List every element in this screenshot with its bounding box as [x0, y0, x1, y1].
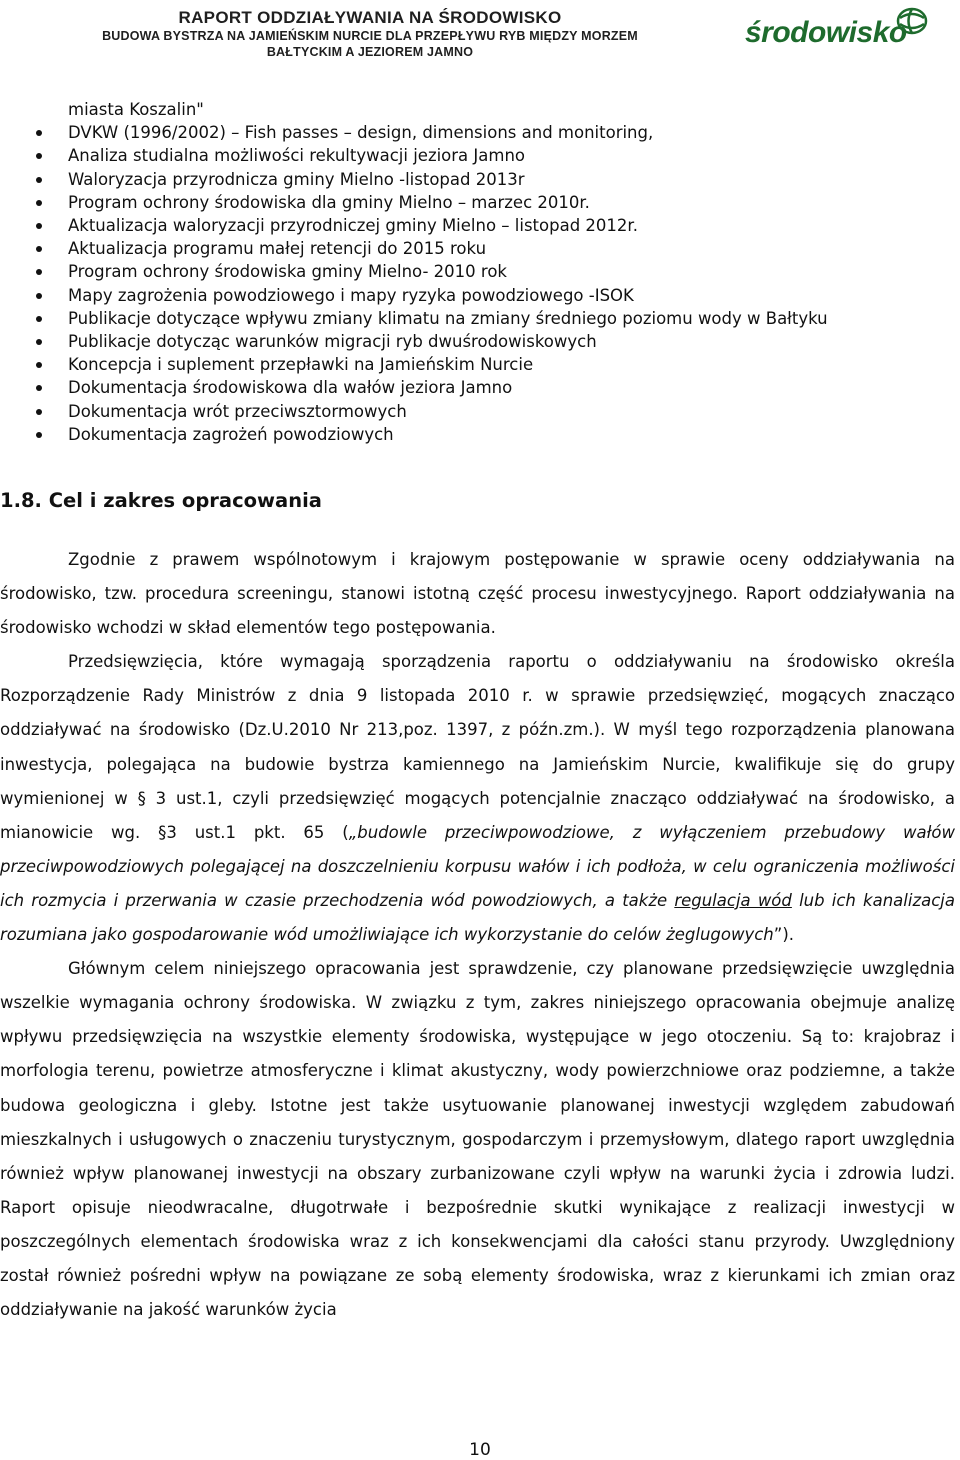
list-item: miasta Koszalin" [68, 100, 204, 119]
list-item: Program ochrony środowiska gminy Mielno- 2010 rok [0, 260, 960, 283]
paragraph-scope: Głównym celem niniejszego opracowania jest sprawdzenie, czy planowane przedsięwzięcie uwzględnia wszelkie wymagania ochrony środowiska. W związku z tym, zakres niniejszego opracowania obejmuje analizę wpływu przedsięwzięcia na wszystkie elementy środowiska, występujące w jego otoczeniu. Są to: krajobraz i morfologia terenu, powietrze atmosferyczne i klimat akustyczny, wody powierzchniowe oraz podziemne, a także budowa geologiczna i gleby. Istotne jest także usytuowanie planowanej inwestycji względem zabudowań mieszkalnych i usługowych o znaczeniu turystycznym, gospodarczym i przemysłowym, dlatego raport uwzględnia również wpływ planowanej inwestycji na obszary zurbanizowane czyli wpływ na warunki życia i zdrowia ludzi. Raport opisuje nieodwracalne, długotrwałe i bezpośrednie skutki wynikające z realizacji inwestycji w poszczególnych elementach środowiska wraz z ich konsekwencjami dla całości stanu przyrody. Uwzględniony został również pośredni wpływ na powiązane ze sobą elementy środowiska, wraz z kierunkami ich zmian oraz oddziaływanie na jakość warunków życia [0, 959, 955, 1320]
list-item: Mapy zagrożenia powodziowego i mapy ryzyka powodziowego -ISOK [0, 284, 960, 307]
paragraph-screening: Zgodnie z prawem wspólnotowym i krajowym postępowanie w sprawie oceny oddziaływania na środowisko, tzw. procedura screeningu, stanowi istotną część procesu inwestycyjnego. Raport oddziaływania na środowisko wchodzi w skład elementów tego postępowania. [0, 550, 955, 638]
bullet-icon [36, 153, 42, 159]
page-header [0, 0, 960, 60]
body-text [0, 543, 955, 1327]
bullet-icon [36, 316, 42, 322]
list-item: Waloryzacja przyrodnicza gminy Mielno -listopad 2013r [0, 168, 960, 191]
list-item: Publikacje dotyczące wpływu zmiany klimatu na zmiany średniego poziomu wody w Bałtyku [0, 307, 960, 330]
list-item: Program ochrony środowiska dla gminy Mielno – marzec 2010r. [0, 191, 960, 214]
header-text-block [40, 8, 700, 60]
bullet-icon [36, 432, 42, 438]
references-list [0, 98, 960, 446]
bullet-icon [36, 223, 42, 229]
bullet-icon [36, 130, 42, 136]
bullet-icon [36, 177, 42, 183]
report-title: RAPORT ODDZIAŁYWANIA NA ŚRODOWISKO [178, 8, 562, 27]
report-subtitle-line2: BAŁTYCKIM A JEZIOREM JAMNO [266, 45, 474, 59]
bullet-icon [36, 293, 42, 299]
paragraph-regulation: Przedsięwzięcia, które wymagają sporządzenia raportu o oddziaływaniu na środowisko określa Rozporządzenie Rady Ministrów z dnia 9 listopada 2010 r. w sprawie przedsięwzięć, mogących znacząco oddziaływać na środowisko (Dz.U.2010 Nr 213,poz. 1397, z późn.zm.). W myśl tego rozporządzenia planowana inwestycja, polegająca na budowie bystrza kamiennego na Jamieńskim Nurcie, kwalifikuje się do grupy wymienionej w § 3 ust.1, czyli przedsięwzięć mogących potencjalnie znacząco oddziaływać na środowisko, a mianowicie wg. §3 ust.1 pkt. 65 („budowle przeciwpowodziowe, z wyłączeniem przebudowy wałów przeciwpowodziowych polegającej na doszczelnieniu korpusu wałów i ich podłoża, w celu ograniczenia możliwości ich rozmycia i przerwania w czasie przechodzenia wód powodziowych, a także regulacja wód lub ich kanalizacja rozumiana jako gospodarowanie wód umożliwiające ich wykorzystanie do celów żeglugowych”). [0, 652, 955, 945]
bullet-icon [36, 200, 42, 206]
list-item: Dokumentacja zagrożeń powodziowych [0, 423, 960, 446]
report-subtitle-line1: BUDOWA BYSTRZA NA JAMIEŃSKIM NURCIE DLA PRZEPŁYWU RYB MIĘDZY MORZEM [102, 29, 638, 43]
list-item: Analiza studialna możliwości rekultywacji jeziora Jamno [0, 144, 960, 167]
bullet-icon [36, 362, 42, 368]
list-item: Dokumentacja środowiskowa dla wałów jeziora Jamno [0, 376, 960, 399]
bullet-icon [36, 339, 42, 345]
bullet-icon [36, 246, 42, 252]
srodowisko-logo [745, 6, 935, 48]
bullet-icon [36, 269, 42, 275]
list-item: Publikacje dotycząc warunków migracji ryb dwuśrodowiskowych [0, 330, 960, 353]
logo-wordmark: środowisko [745, 16, 907, 49]
globe-icon [895, 6, 929, 36]
page-number: 10 [469, 1440, 491, 1460]
list-item: DVKW (1996/2002) – Fish passes – design, dimensions and monitoring, [0, 121, 960, 144]
bullet-icon [36, 385, 42, 391]
list-item: Aktualizacja waloryzacji przyrodniczej gminy Mielno – listopad 2012r. [0, 214, 960, 237]
list-item: Aktualizacja programu małej retencji do 2015 roku [0, 237, 960, 260]
section-heading: 1.8. Cel i zakres opracowania [0, 489, 322, 512]
list-item: Dokumentacja wrót przeciwsztormowych [0, 400, 960, 423]
bullet-icon [36, 409, 42, 415]
list-item: Koncepcja i suplement przepławki na Jamieńskim Nurcie [0, 353, 960, 376]
